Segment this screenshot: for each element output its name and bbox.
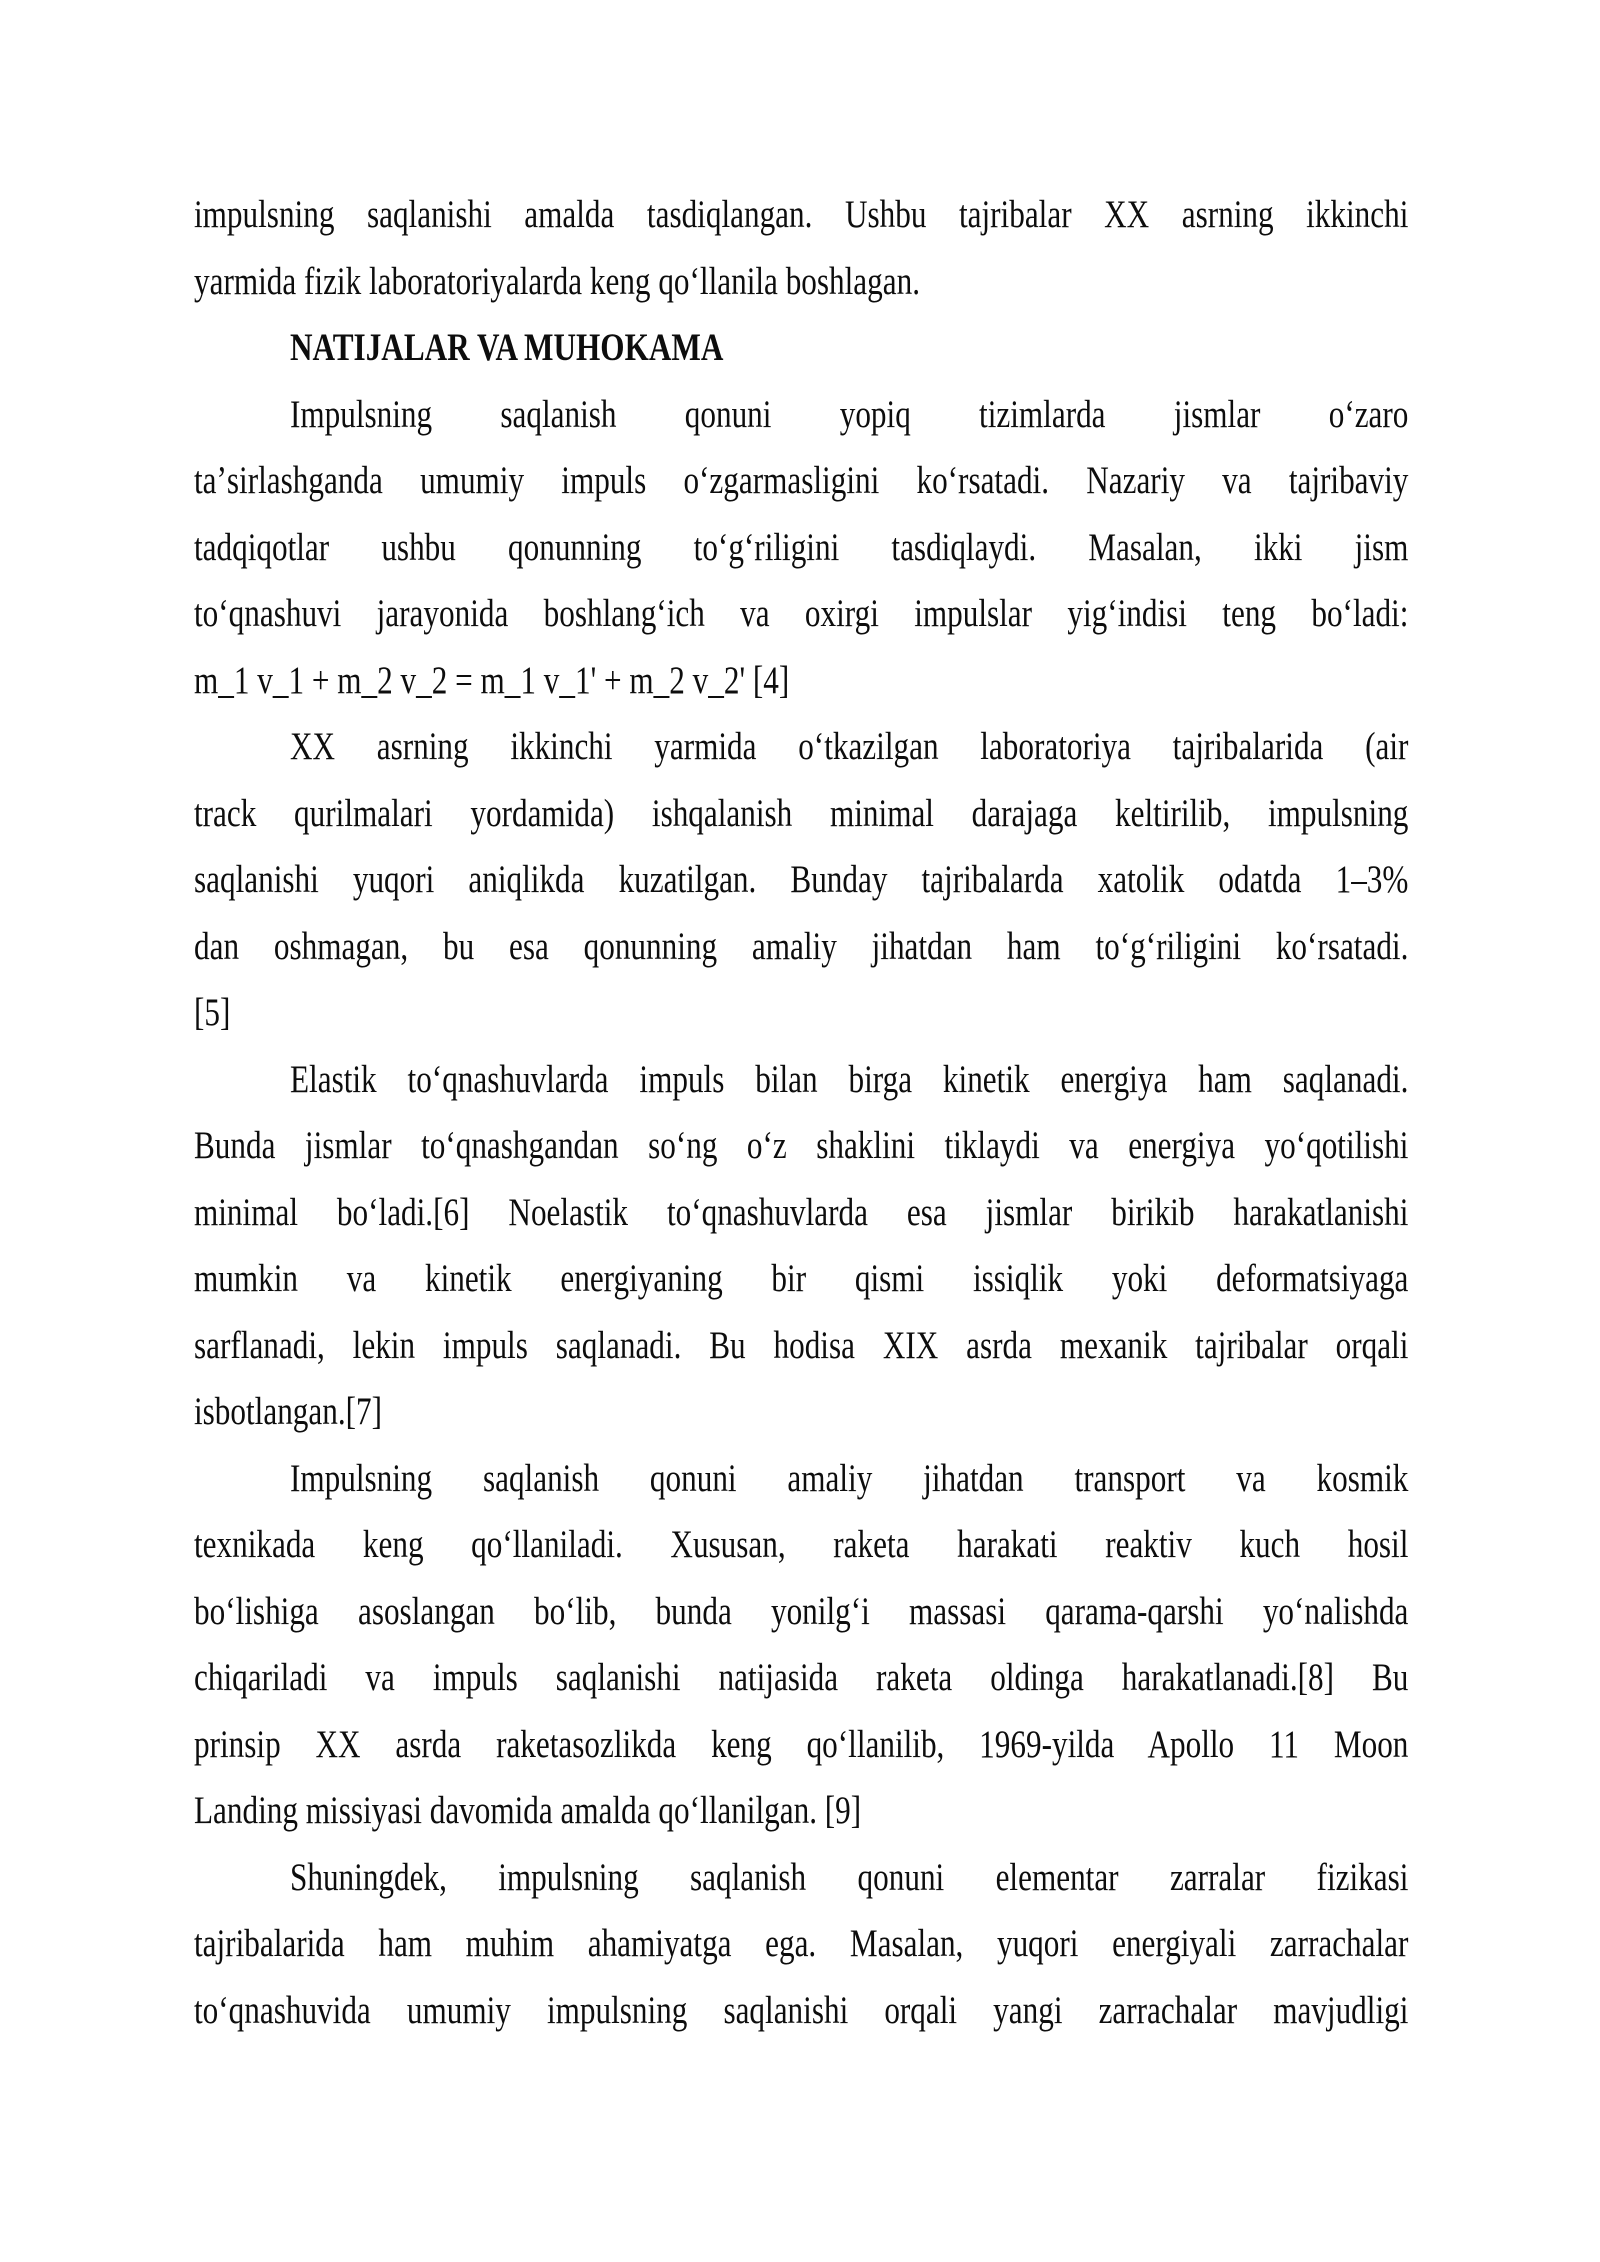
text-line: saqlanishi yuqori aniqlikda kuzatilgan. Bunday tajribalarda xatolik odatda 1–3% [194,858,1409,901]
text-line: track qurilmalari yordamida) ishqalanish minimal darajaga keltirilib, impulsning [194,791,1409,835]
text-line: XX asrning ikkinchi yarmida oʻtkazilgan laboratoriya tajribalarida (air [290,725,1409,768]
text-line: [5] [194,991,231,1034]
text-line: chiqariladi va impuls saqlanishi natijasida raketa oldinga harakatlanadi.[8] Bu [194,1656,1409,1699]
text-line: Impulsning saqlanish qonuni amaliy jihatdan transport va kosmik [290,1456,1409,1500]
text-line: toʻqnashuvi jarayonida boshlangʻich va oxirgi impulslar yigʻindisi teng boʻladi: [194,592,1409,635]
text-line: dan oshmagan, bu esa qonunning amaliy jihatdan ham toʻgʻriligini koʻrsatadi. [194,924,1409,968]
text-block [194,182,1408,2044]
section-heading: NATIJALAR VA MUHOKAMA [290,326,724,369]
text-line: boʻlishiga asoslangan boʻlib, bunda yonilgʻi massasi qarama-qarshi yoʻnalishda [194,1589,1409,1633]
text-line: Shuningdek, impulsning saqlanish qonuni elementar zarralar fizikasi [290,1855,1409,1899]
text-line: toʻqnashuvida umumiy impulsning saqlanishi orqali yangi zarrachalar mavjudligi [194,1988,1409,2032]
text-line: tajribalarida ham muhim ahamiyatga ega. Masalan, yuqori energiyali zarrachalar [194,1922,1409,1965]
text-line: Bunda jismlar toʻqnashgandan soʻng oʻz shaklini tiklaydi va energiya yoʻqotilishi [194,1124,1409,1167]
text-line: Impulsning saqlanish qonuni yopiq tizimlarda jismlar oʻzaro [290,392,1409,436]
text-line: impulsning saqlanishi amalda tasdiqlangan. Ushbu tajribalar XX asrning ikkinchi [194,193,1409,236]
text-line: taʼsirlashganda umumiy impuls oʻzgarmasligini koʻrsatadi. Nazariy va tajribaviy [194,459,1409,502]
text-line: prinsip XX asrda raketasozlikda keng qoʻllanilib, 1969-yilda Apollo 11 Moon [194,1722,1409,1766]
text-line: Elastik toʻqnashuvlarda impuls bilan birga kinetik energiya ham saqlanadi. [290,1057,1409,1101]
text-line: tadqiqotlar ushbu qonunning toʻgʻriligini tasdiqlaydi. Masalan, ikki jism [194,525,1409,569]
text-line: isbotlangan.[7] [194,1390,383,1433]
text-line: texnikada keng qoʻllaniladi. Xususan, raketa harakati reaktiv kuch hosil [194,1523,1409,1566]
text-line: mumkin va kinetik energiyaning bir qismi issiqlik yoki deformatsiyaga [194,1257,1409,1300]
text-line: yarmida fizik laboratoriyalarda keng qoʻllanila boshlagan. [194,259,920,303]
text-line: Landing missiyasi davomida amalda qoʻllanilgan. [9] [194,1789,862,1832]
text-line: sarflanadi, lekin impuls saqlanadi. Bu hodisa XIX asrda mexanik tajribalar orqali [194,1323,1409,1367]
text-line: m_1 v_1 + m_2 v_2 = m_1 v_1' + m_2 v_2' [4] [194,658,790,702]
text-line: minimal boʻladi.[6] Noelastik toʻqnashuvlarda esa jismlar birikib harakatlanishi [194,1190,1409,1234]
